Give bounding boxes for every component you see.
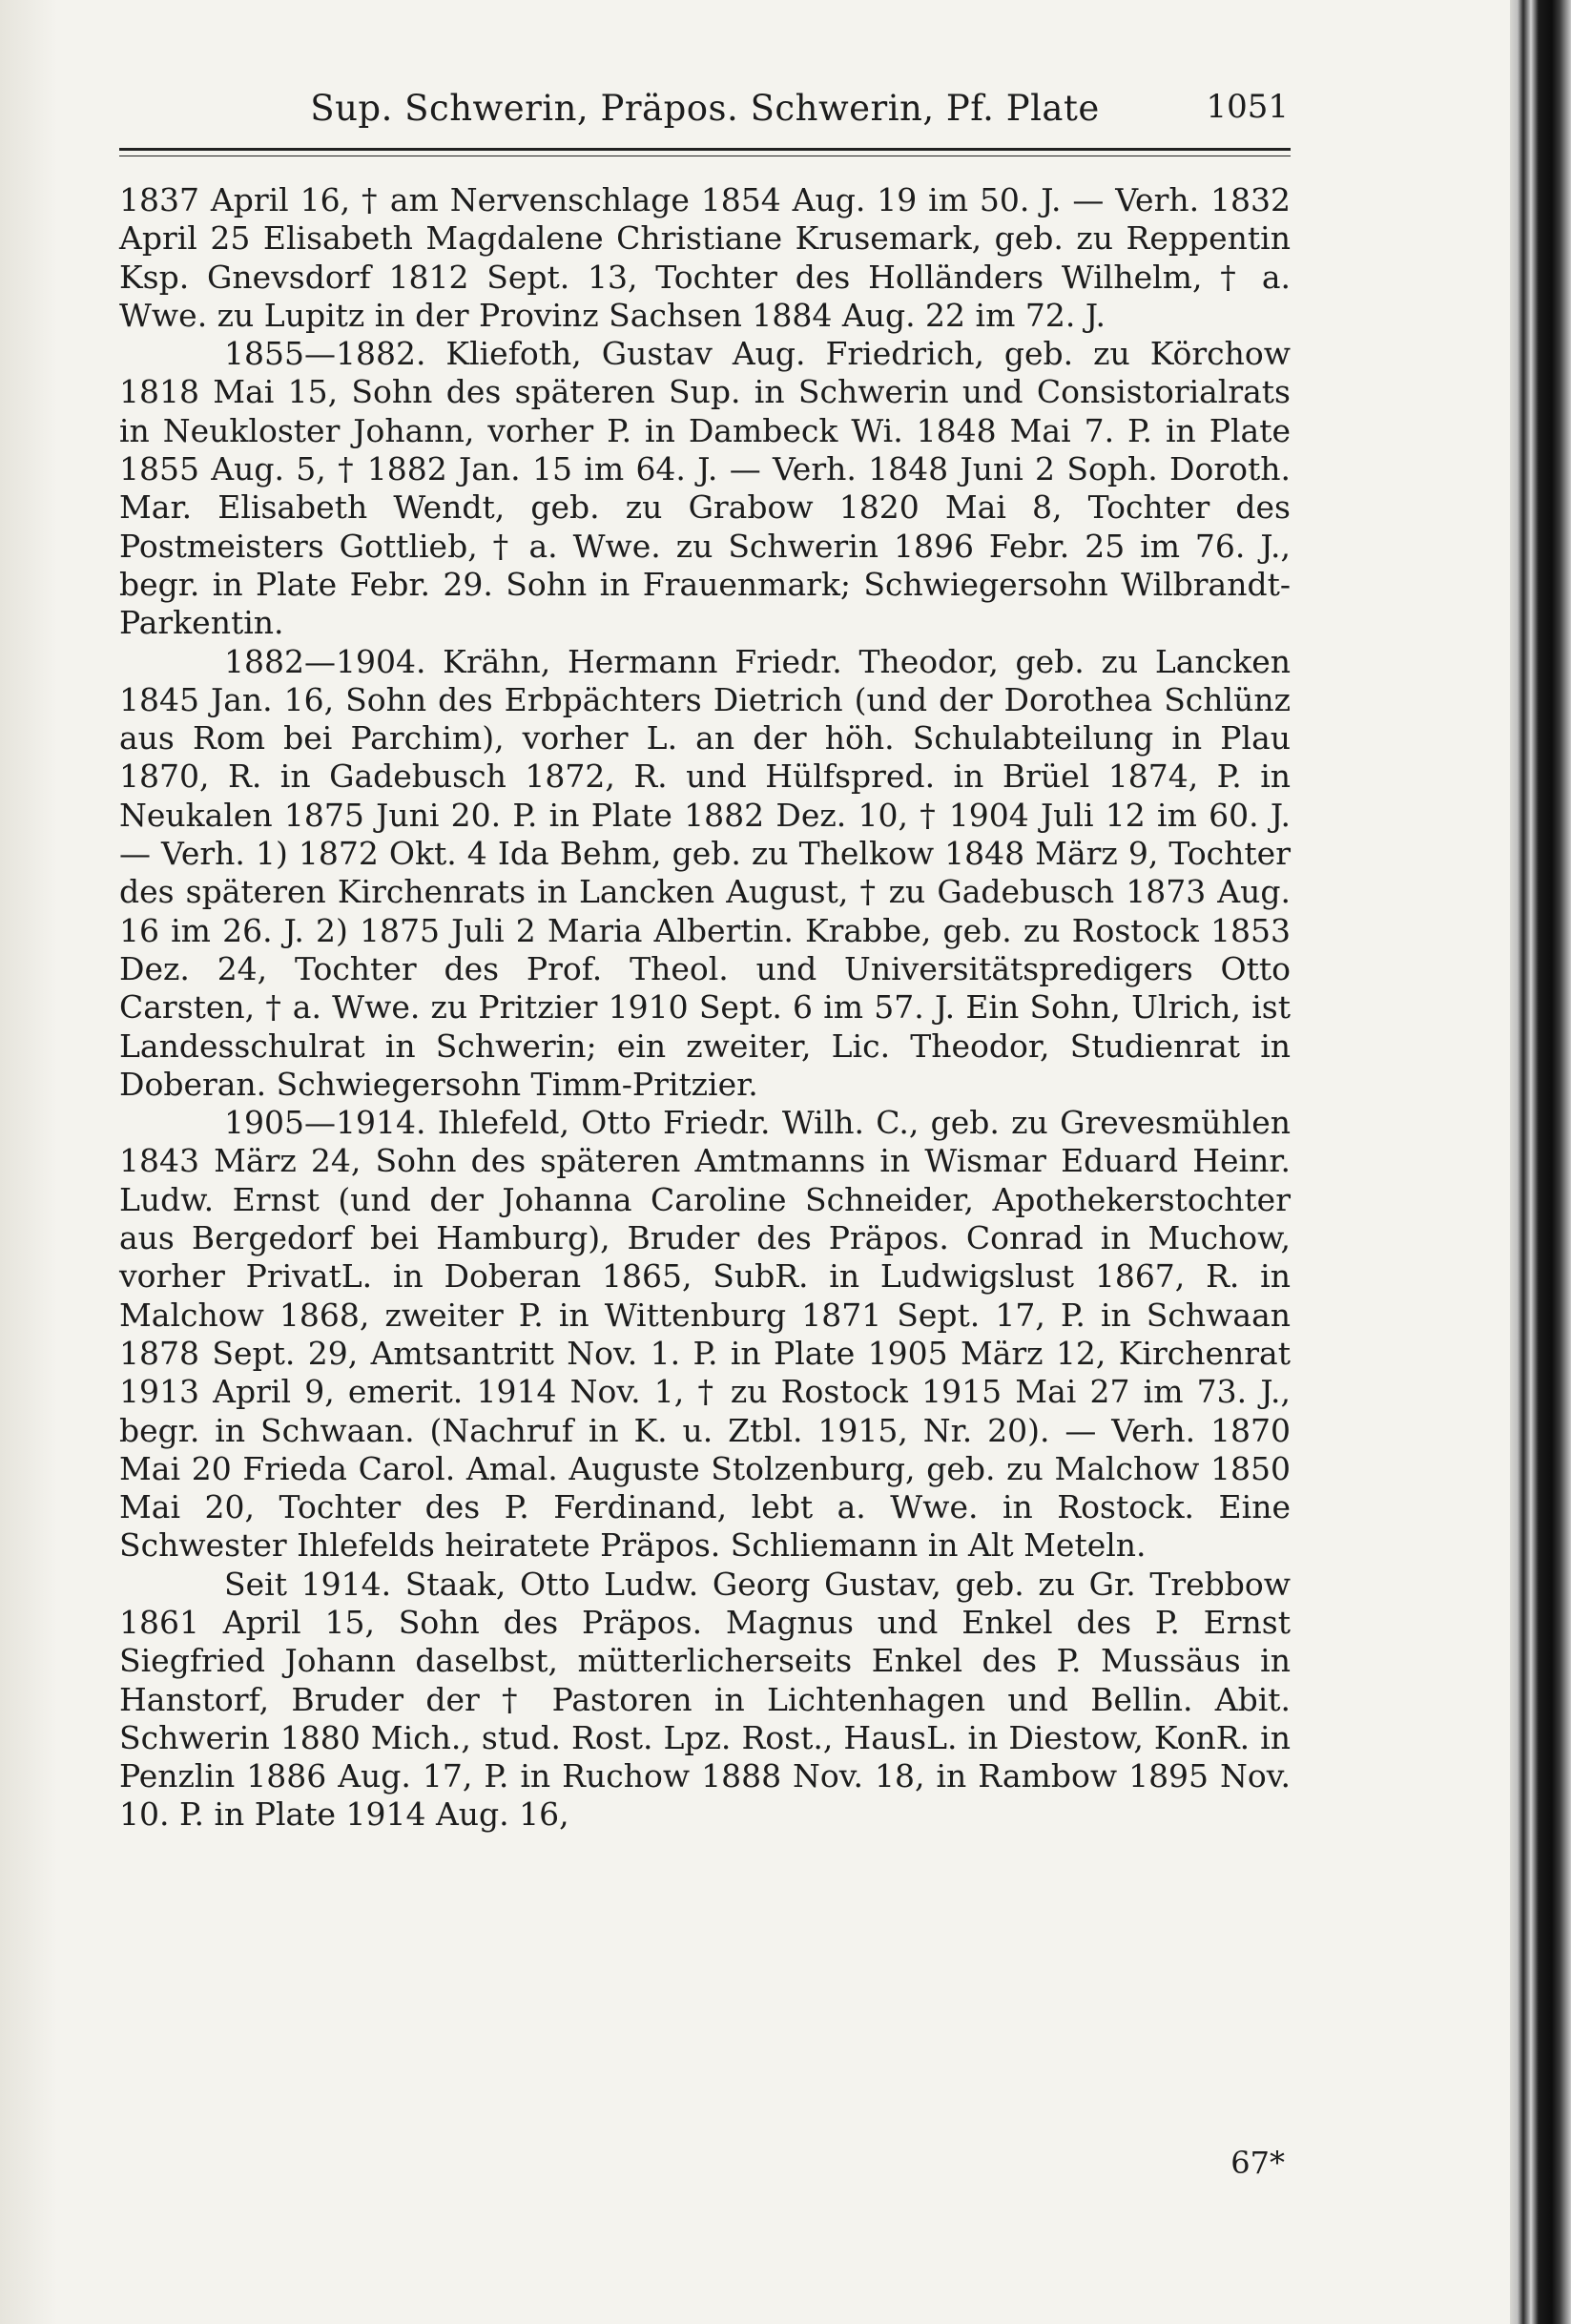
signature-mark: 67* bbox=[1230, 2145, 1285, 2181]
body-text bbox=[119, 181, 1291, 1835]
entry-kliefoth: 1855—1882. Kliefoth, Gustav Aug. Friedrich, geb. zu Körchow 1818 Mai 15, Sohn des späteren Sup. in Schwerin und Consistorialrats in Neukloster Johann, vorher P. in Dambeck Wi. 1848 Mai 7. P. in Plate 1855 Aug. 5, † 1882 Jan. 15 im 64. J. — Verh. 1848 Juni 2 Soph. Doroth. Mar. Elisabeth Wendt, geb. zu Grabow 1820 Mai 8, Tochter des Postmeisters Gottlieb, † a. Wwe. zu Schwerin 1896 Febr. 25 im 76. J., begr. in Plate Febr. 29. Sohn in Frauenmark; Schwiegersohn Wilbrandt-Parkentin. bbox=[119, 335, 1291, 642]
entry-ihlefeld: 1905—1914. Ihlefeld, Otto Friedr. Wilh. C., geb. zu Grevesmühlen 1843 März 24, Sohn des späteren Amtmanns in Wismar Eduard Heinr. Ludw. Ernst (und der Johanna Caroline Schneider, Apothekerstochter aus Bergedorf bei Hamburg), Bruder des Präpos. Conrad in Muchow, vorher PrivatL. in Doberan 1865, SubR. in Ludwigslust 1867, R. in Malchow 1868, zweiter P. in Wittenburg 1871 Sept. 17, P. in Schwaan 1878 Sept. 29, Amtsantritt Nov. 1. P. in Plate 1905 März 12, Kirchenrat 1913 April 9, emerit. 1914 Nov. 1, † zu Rostock 1915 Mai 27 im 73. J., begr. in Schwaan. (Nachruf in K. u. Ztbl. 1915, Nr. 20). — Verh. 1870 Mai 20 Frieda Carol. Amal. Auguste Stolzenburg, geb. zu Malchow 1850 Mai 20, Tochter des P. Ferdinand, lebt a. Wwe. in Rostock. Eine Schwester Ihlefelds heiratete Präpos. Schliemann in Alt Meteln. bbox=[119, 1104, 1291, 1565]
entry-staak: Seit 1914. Staak, Otto Ludw. Georg Gustav, geb. zu Gr. Trebbow 1861 April 15, Sohn des Präpos. Magnus und Enkel des P. Ernst Siegfried Johann daselbst, mütterlicherseits Enkel des P. Mussäus in Hanstorf, Bruder der † Pastoren in Lichtenhagen und Bellin. Abit. Schwerin 1880 Mich., stud. Rost. Lpz. Rost., HausL. in Diestow, KonR. in Penzlin 1886 Aug. 17, P. in Ruchow 1888 Nov. 18, in Rambow 1895 Nov. 10. P. in Plate 1914 Aug. 16, bbox=[119, 1565, 1291, 1834]
page-number: 1051 bbox=[1206, 88, 1289, 126]
book-binding-edge bbox=[1510, 0, 1571, 2324]
page-gutter-shadow bbox=[0, 0, 57, 2324]
entry-kraehn: 1882—1904. Krähn, Hermann Friedr. Theodor, geb. zu Lancken 1845 Jan. 16, Sohn des Erbpächters Dietrich (und der Dorothea Schlünz aus Rom bei Parchim), vorher L. an der höh. Schulabteilung in Plau 1870, R. in Gadebusch 1872, R. und Hülfspred. in Brüel 1874, P. in Neukalen 1875 Juni 20. P. in Plate 1882 Dez. 10, † 1904 Juli 12 im 60. J. — Verh. 1) 1872 Okt. 4 Ida Behm, geb. zu Thelkow 1848 März 9, Tochter des späteren Kirchenrats in Lancken August, † zu Gadebusch 1873 Aug. 16 im 26. J. 2) 1875 Juli 2 Maria Albertin. Krabbe, geb. zu Rostock 1853 Dez. 24, Tochter des Prof. Theol. und Universitätspredigers Otto Carsten, † a. Wwe. zu Pritzier 1910 Sept. 6 im 57. J. Ein Sohn, Ulrich, ist Landesschulrat in Schwerin; ein zweiter, Lic. Theodor, Studienrat in Doberan. Schwiegersohn Timm-Pritzier. bbox=[119, 642, 1291, 1103]
header-rule-thick bbox=[119, 148, 1291, 151]
running-head: Sup. Schwerin, Präpos. Schwerin, Pf. Plate bbox=[310, 88, 1100, 129]
entry-continuation: 1837 April 16, † am Nervenschlage 1854 Aug. 19 im 50. J. — Verh. 1832 April 25 Elisabeth Magdalene Christiane Krusemark, geb. zu Reppentin Ksp. Gnevsdorf 1812 Sept. 13, Tochter des Holländers Wilhelm, † a. Wwe. zu Lupitz in der Provinz Sachsen 1884 Aug. 22 im 72. J. bbox=[119, 181, 1291, 334]
page-header bbox=[119, 88, 1291, 135]
